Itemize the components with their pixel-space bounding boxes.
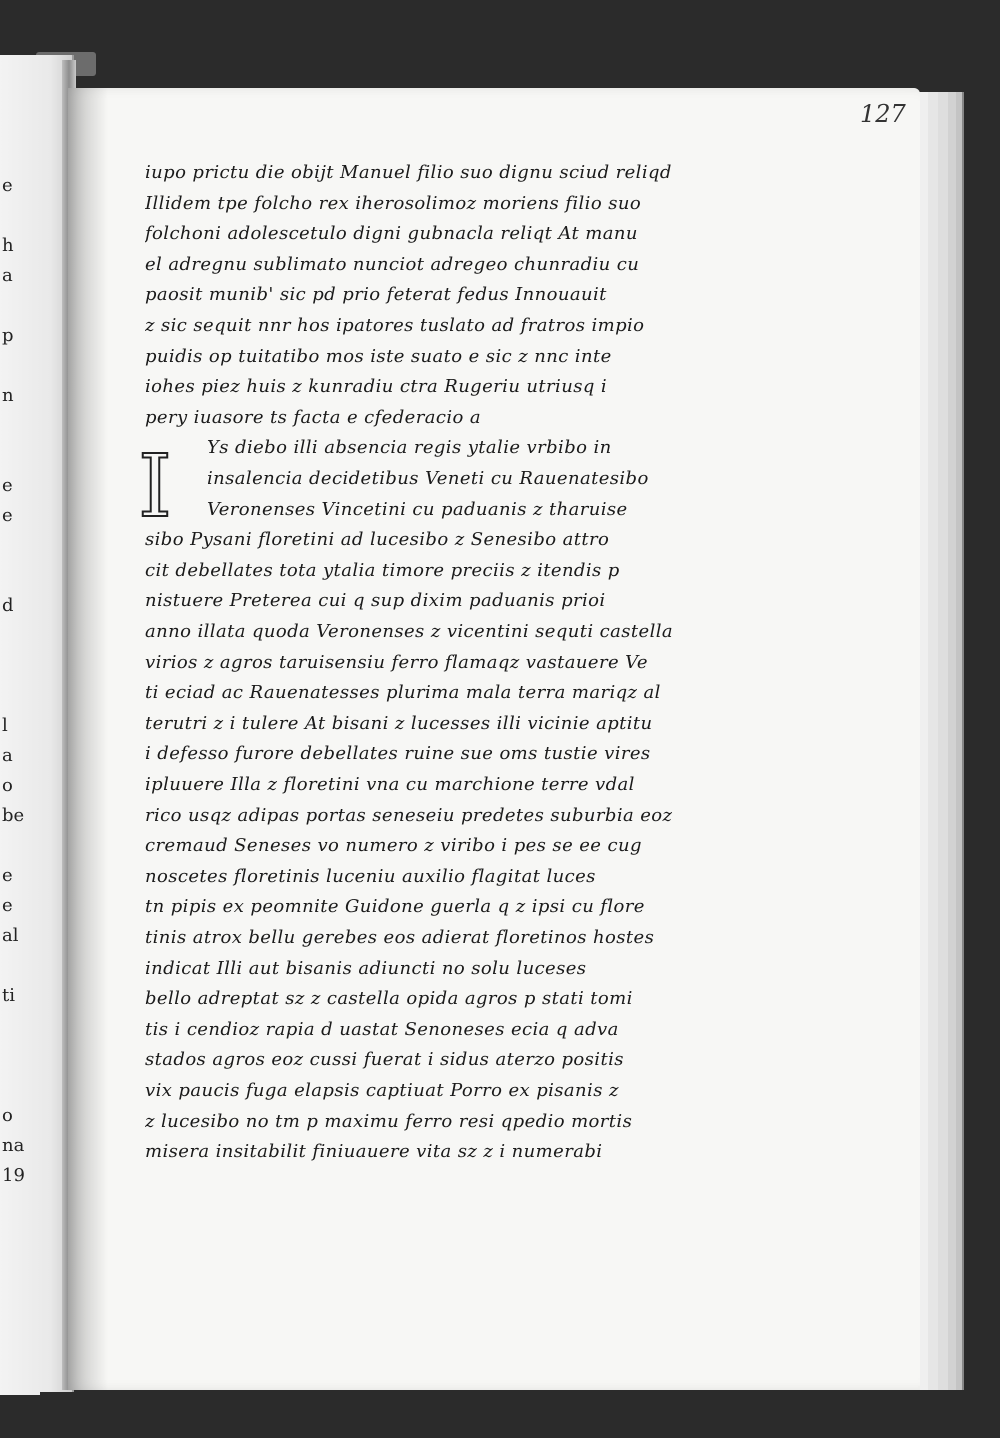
decorated-initial: I bbox=[138, 437, 172, 537]
text-line: noscetes floretinis luceniu auxilio flagitat luces bbox=[145, 865, 596, 887]
folio-number: 127 bbox=[860, 100, 906, 128]
text-line: cit debellates tota ytalia timore preciis z itendis p bbox=[145, 559, 620, 581]
text-line: ti eciad ac Rauenatesses plurima mala terra mariqz al bbox=[145, 682, 661, 704]
text-line: pery iuasore ts facta e cfederacio a bbox=[145, 406, 481, 428]
left-page-fragment: n bbox=[2, 385, 14, 406]
left-page-fragment: a bbox=[2, 265, 13, 286]
page-edge bbox=[956, 92, 964, 1390]
text-line: z lucesibo no tm p maximu ferro resi qpedio mortis bbox=[145, 1110, 633, 1132]
left-page-fragment: be bbox=[2, 805, 25, 826]
left-page-fragment: d bbox=[2, 595, 14, 616]
scan-bottom-margin bbox=[40, 1392, 970, 1438]
text-line: sibo Pysani floretini ad lucesibo z Senesibo attro bbox=[145, 529, 610, 551]
text-line: ipluuere Illa z floretini vna cu marchione terre vdal bbox=[145, 774, 635, 795]
text-line: virios z agros taruisensiu ferro flamaqz vastauere Ve bbox=[145, 651, 648, 673]
left-page-fragment: e bbox=[2, 475, 13, 496]
left-page-fragment: al bbox=[2, 925, 19, 946]
left-page-fragment: e bbox=[2, 175, 13, 196]
left-page-fragment: h bbox=[2, 235, 14, 256]
left-page-fragment: 19 bbox=[2, 1165, 25, 1186]
left-page-fragment: o bbox=[2, 775, 13, 796]
text-line: nistuere Preterea cui q sup dixim paduanis prioi bbox=[145, 590, 606, 612]
text-line: Ys diebo illi absencia regis ytalie vrbibo in bbox=[207, 437, 612, 459]
text-line: terutri z i tulere At bisani z lucesses illi vicinie aptitu bbox=[145, 712, 653, 734]
left-page-fragment: na bbox=[2, 1135, 25, 1156]
text-line: folchoni adolescetulo digni gubnacla reliqt At manu bbox=[145, 223, 638, 245]
left-page-fragment: ti bbox=[2, 985, 15, 1006]
left-page-fragment: e bbox=[2, 895, 13, 916]
text-line: puidis op tuitatibo mos iste suato e sic z nnc inte bbox=[145, 345, 612, 367]
gutter-shadow bbox=[68, 88, 108, 1390]
text-line: tis i cendioz rapia d uastat Senoneses ecia q adva bbox=[145, 1018, 619, 1040]
text-line: vix paucis fuga elapsis captiuat Porro ex pisanis z bbox=[145, 1080, 619, 1101]
text-line: misera insitabilit finiuauere vita sz z i numerabi bbox=[145, 1141, 603, 1163]
text-line: bello adreptat sz z castella opida agros p stati tomi bbox=[145, 988, 633, 1010]
text-line: Illidem tpe folcho rex iherosolimoz moriens filio suo bbox=[145, 192, 642, 214]
text-line: stados agros eoz cussi fuerat i sidus aterzo positis bbox=[145, 1049, 624, 1071]
text-line: anno illata quoda Veronenses z vicentini sequti castella bbox=[145, 621, 674, 642]
text-line: insalencia decidetibus Veneti cu Rauenatesibo bbox=[207, 468, 649, 489]
left-page-fragment: e bbox=[2, 865, 13, 886]
text-line: tinis atrox bellu gerebes eos adierat floretinos hostes bbox=[145, 927, 655, 948]
text-line: tn pipis ex peomnite Guidone guerla q z ipsi cu flore bbox=[145, 896, 645, 918]
left-page-fragment: o bbox=[2, 1105, 13, 1126]
text-line: z sic sequit nnr hos ipatores tuslato ad fratros impio bbox=[145, 315, 645, 336]
text-line: rico usqz adipas portas seneseiu predetes suburbia eoz bbox=[145, 804, 673, 826]
text-line: Veronenses Vincetini cu paduanis z tharuise bbox=[207, 498, 628, 520]
left-page-fragment: p bbox=[2, 325, 14, 346]
text-line: iohes piez huis z kunradiu ctra Rugeriu utriusq i bbox=[145, 376, 608, 398]
text-line: paosit munib' sic pd prio feterat fedus Innouauit bbox=[145, 284, 607, 306]
left-page-fragment: l bbox=[2, 715, 8, 736]
left-page-fragment: a bbox=[2, 745, 13, 766]
text-line: i defesso furore debellates ruine sue oms tustie vires bbox=[145, 743, 651, 765]
text-line: el adregnu sublimato nunciot adregeo chunradiu cu bbox=[145, 253, 640, 275]
text-line: indicat Illi aut bisanis adiuncti no solu luceses bbox=[145, 957, 587, 979]
text-line: cremaud Seneses vo numero z viribo i pes se ee cug bbox=[145, 835, 642, 857]
text-line: iupo prictu die obijt Manuel filio suo dignu sciud reliqd bbox=[145, 162, 672, 183]
left-page-fragment: e bbox=[2, 505, 13, 526]
